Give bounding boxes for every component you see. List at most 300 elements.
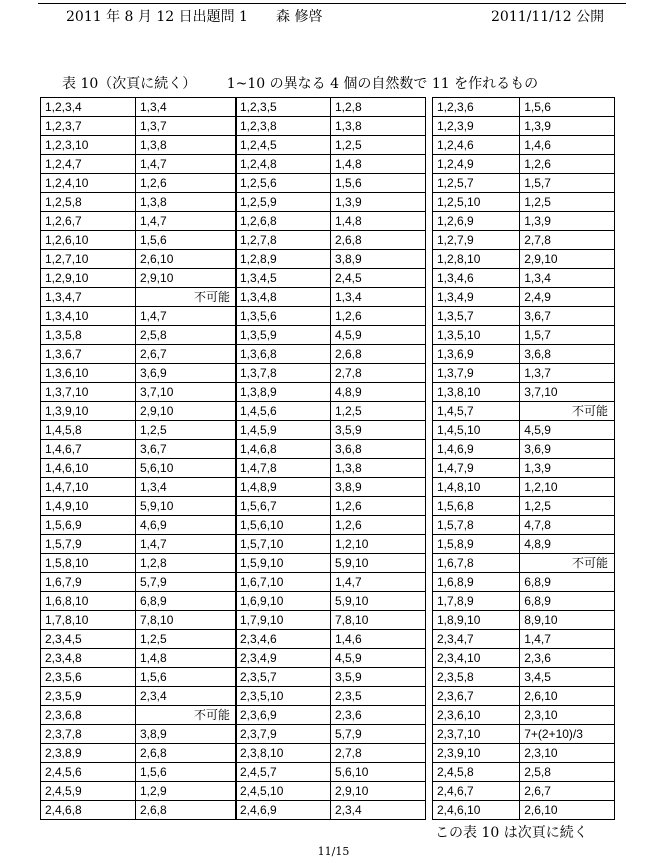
- table-row: [236, 573, 426, 592]
- subset-cell: 2,3,6: [331, 706, 426, 725]
- set-cell: 1,3,8,10: [433, 383, 520, 402]
- subset-cell: 2,3,5: [331, 687, 426, 706]
- table-title: [62, 74, 538, 94]
- subset-cell: 2,6,8: [331, 345, 426, 364]
- set-cell: 1,3,7,8: [236, 364, 331, 383]
- table-row: [41, 554, 237, 573]
- table-row: [236, 592, 426, 611]
- subset-cell: 8,9,10: [520, 611, 615, 630]
- set-cell: 1,2,5,9: [236, 193, 331, 212]
- table-row: [236, 763, 426, 782]
- subset-cell: 7,8,10: [331, 611, 426, 630]
- set-cell: 1,3,6,9: [433, 345, 520, 364]
- set-cell: 1,2,3,6: [433, 98, 520, 117]
- table-row: [433, 554, 615, 573]
- set-cell: 1,3,5,8: [41, 326, 136, 345]
- subset-cell: 3,6,8: [331, 440, 426, 459]
- subset-cell: 1,5,7: [520, 326, 615, 345]
- table-row: [236, 269, 426, 288]
- table-row: [41, 668, 237, 687]
- subset-cell: 1,4,8: [331, 212, 426, 231]
- continued-note: この表 10 は次頁に続く: [435, 825, 588, 841]
- subset-cell: 6,8,9: [520, 592, 615, 611]
- set-cell: 1,4,9,10: [41, 497, 136, 516]
- set-cell: 2,3,9,10: [433, 744, 520, 763]
- set-cell: 1,3,4,9: [433, 288, 520, 307]
- table-row: [236, 231, 426, 250]
- subset-cell: 4,8,9: [331, 383, 426, 402]
- set-cell: 1,6,9,10: [236, 592, 331, 611]
- table-row: [236, 421, 426, 440]
- set-cell: 2,3,8,9: [41, 744, 136, 763]
- table-row: [41, 307, 237, 326]
- subset-cell: 4,5,9: [331, 649, 426, 668]
- subset-cell: 1,2,8: [136, 554, 237, 573]
- set-cell: 1,4,6,9: [433, 440, 520, 459]
- table-row: [433, 174, 615, 193]
- set-cell: 1,4,6,8: [236, 440, 331, 459]
- subset-cell: 1,4,8: [136, 649, 237, 668]
- subset-cell: 2,9,10: [331, 782, 426, 801]
- set-cell: 1,2,8,10: [433, 250, 520, 269]
- set-cell: 1,6,7,9: [41, 573, 136, 592]
- subset-cell: 1,4,6: [520, 136, 615, 155]
- table-row: [433, 440, 615, 459]
- subset-cell: 1,2,6: [520, 155, 615, 174]
- set-cell: 2,3,5,9: [41, 687, 136, 706]
- table-row: [41, 497, 237, 516]
- table-row: [236, 326, 426, 345]
- set-cell: 1,3,8,9: [236, 383, 331, 402]
- set-cell: 1,4,7,8: [236, 459, 331, 478]
- subset-cell: 3,5,9: [331, 668, 426, 687]
- subset-cell: 1,2,5: [520, 497, 615, 516]
- subset-cell: 6,8,9: [520, 573, 615, 592]
- table-row: [41, 326, 237, 345]
- set-cell: 2,3,7,9: [236, 725, 331, 744]
- header-rule: [38, 3, 626, 4]
- subset-cell: 不可能: [520, 402, 615, 421]
- subset-cell: 1,3,4: [136, 478, 237, 497]
- set-cell: 1,4,6,10: [41, 459, 136, 478]
- table-row: [236, 193, 426, 212]
- subset-cell: 1,3,8: [136, 136, 237, 155]
- subset-cell: 3,8,9: [136, 725, 237, 744]
- table-row: [433, 212, 615, 231]
- table-row: [41, 421, 237, 440]
- table-row: [433, 668, 615, 687]
- set-cell: 1,2,6,10: [41, 231, 136, 250]
- set-cell: 2,3,6,10: [433, 706, 520, 725]
- table-row: [41, 763, 237, 782]
- set-cell: 1,5,7,9: [41, 535, 136, 554]
- set-cell: 2,3,6,9: [236, 706, 331, 725]
- table-row: [433, 782, 615, 801]
- set-cell: 2,3,6,7: [433, 687, 520, 706]
- subset-cell: 1,4,7: [136, 535, 237, 554]
- subset-cell: 2,4,5: [331, 269, 426, 288]
- table-row: [433, 573, 615, 592]
- table-row: [433, 364, 615, 383]
- set-cell: 2,4,5,8: [433, 763, 520, 782]
- subset-cell: 1,2,5: [331, 402, 426, 421]
- set-cell: 1,3,4,5: [236, 269, 331, 288]
- table-row: [41, 364, 237, 383]
- table-row: [236, 136, 426, 155]
- subset-cell: 7,8,10: [136, 611, 237, 630]
- set-cell: 1,3,6,10: [41, 364, 136, 383]
- set-cell: 1,2,7,8: [236, 231, 331, 250]
- table-row: [41, 136, 237, 155]
- subset-cell: 2,6,10: [520, 687, 615, 706]
- set-cell: 2,3,6,8: [41, 706, 136, 725]
- table-row: [41, 535, 237, 554]
- table-row: [433, 269, 615, 288]
- set-cell: 1,4,6,7: [41, 440, 136, 459]
- set-cell: 1,2,6,8: [236, 212, 331, 231]
- table-row: [41, 725, 237, 744]
- set-cell: 2,3,4,6: [236, 630, 331, 649]
- table-row: [41, 383, 237, 402]
- set-cell: 1,2,9,10: [41, 269, 136, 288]
- table-row: [41, 630, 237, 649]
- set-cell: 1,6,8,10: [41, 592, 136, 611]
- subset-cell: 1,3,9: [520, 117, 615, 136]
- table-row: [236, 554, 426, 573]
- subset-cell: 2,6,7: [136, 345, 237, 364]
- subset-cell: 2,5,8: [136, 326, 237, 345]
- subset-cell: 1,4,7: [331, 573, 426, 592]
- set-cell: 2,3,7,10: [433, 725, 520, 744]
- page-header: [0, 6, 667, 28]
- subset-cell: 2,6,8: [136, 801, 237, 820]
- table-row: [41, 706, 237, 725]
- subset-cell: 1,2,9: [136, 782, 237, 801]
- table-row: [236, 288, 426, 307]
- header-date: 2011 年 8 月 12 日出題問 1: [66, 9, 248, 25]
- set-cell: 1,3,4,7: [41, 288, 136, 307]
- table-row: [41, 174, 237, 193]
- subset-cell: 2,3,4: [331, 801, 426, 820]
- set-cell: 1,4,8,10: [433, 478, 520, 497]
- table-row: [236, 98, 426, 117]
- table-row: [236, 668, 426, 687]
- table-row: [41, 611, 237, 630]
- set-cell: 1,3,5,6: [236, 307, 331, 326]
- table-row: [236, 459, 426, 478]
- subset-cell: 2,6,8: [331, 231, 426, 250]
- table-row: [433, 592, 615, 611]
- set-cell: 1,2,4,10: [41, 174, 136, 193]
- set-cell: 1,8,9,10: [433, 611, 520, 630]
- set-cell: 1,2,5,8: [41, 193, 136, 212]
- set-cell: 1,7,8,10: [41, 611, 136, 630]
- table-row: [41, 212, 237, 231]
- table-row: [236, 117, 426, 136]
- subset-cell: 1,3,8: [136, 193, 237, 212]
- table-row: [236, 649, 426, 668]
- subset-cell: 1,3,4: [520, 269, 615, 288]
- table-row: [41, 478, 237, 497]
- subset-cell: 1,5,6: [136, 668, 237, 687]
- table-row: [433, 535, 615, 554]
- subset-cell: 不可能: [136, 706, 237, 725]
- subset-cell: 1,3,8: [331, 459, 426, 478]
- subset-cell: 1,4,7: [136, 307, 237, 326]
- subset-cell: 2,9,10: [136, 269, 237, 288]
- table-row: [236, 744, 426, 763]
- table-title-main: 表 10（次頁に続く）: [62, 76, 197, 92]
- table-row: [236, 706, 426, 725]
- set-cell: 1,6,8,9: [433, 573, 520, 592]
- set-cell: 2,3,5,10: [236, 687, 331, 706]
- subset-cell: 2,3,4: [136, 687, 237, 706]
- table-row: [433, 497, 615, 516]
- set-cell: 2,3,4,10: [433, 649, 520, 668]
- set-cell: 1,2,4,6: [433, 136, 520, 155]
- set-cell: 2,3,4,7: [433, 630, 520, 649]
- set-cell: 1,7,8,9: [433, 592, 520, 611]
- table-row: [41, 117, 237, 136]
- table-row: [433, 421, 615, 440]
- table-row: [41, 345, 237, 364]
- table-row: [433, 687, 615, 706]
- set-cell: 1,2,7,9: [433, 231, 520, 250]
- set-cell: 1,2,5,6: [236, 174, 331, 193]
- set-cell: 2,3,4,9: [236, 649, 331, 668]
- set-cell: 1,2,4,7: [41, 155, 136, 174]
- set-cell: 1,5,7,8: [433, 516, 520, 535]
- set-cell: 1,3,7,10: [41, 383, 136, 402]
- table-row: [41, 269, 237, 288]
- subset-cell: 1,3,8: [331, 117, 426, 136]
- subset-cell: 4,7,8: [520, 516, 615, 535]
- subset-cell: 2,6,10: [136, 250, 237, 269]
- set-cell: 1,3,4,6: [433, 269, 520, 288]
- set-cell: 1,2,7,10: [41, 250, 136, 269]
- table-row: [236, 516, 426, 535]
- table-row: [236, 383, 426, 402]
- subset-cell: 4,5,9: [331, 326, 426, 345]
- subset-cell: 1,3,9: [331, 193, 426, 212]
- set-cell: 2,4,5,7: [236, 763, 331, 782]
- set-cell: 2,4,6,10: [433, 801, 520, 820]
- subset-cell: 1,3,9: [520, 459, 615, 478]
- table-row: [433, 649, 615, 668]
- table-row: [41, 573, 237, 592]
- set-cell: 1,5,6,10: [236, 516, 331, 535]
- set-cell: 1,3,4,10: [41, 307, 136, 326]
- table-row: [236, 801, 426, 820]
- set-cell: 1,4,5,8: [41, 421, 136, 440]
- set-cell: 1,3,7,9: [433, 364, 520, 383]
- table-row: [236, 212, 426, 231]
- set-cell: 2,3,4,5: [41, 630, 136, 649]
- set-cell: 1,2,3,10: [41, 136, 136, 155]
- subset-cell: 2,7,8: [331, 364, 426, 383]
- subset-cell: 3,4,5: [520, 668, 615, 687]
- subset-cell: 1,4,8: [331, 155, 426, 174]
- subset-cell: 5,7,9: [331, 725, 426, 744]
- subset-cell: 5,9,10: [331, 592, 426, 611]
- set-cell: 2,3,4,8: [41, 649, 136, 668]
- subset-cell: 1,2,6: [331, 307, 426, 326]
- subset-cell: 1,2,6: [136, 174, 237, 193]
- table-row: [236, 478, 426, 497]
- subset-cell: 2,7,8: [520, 231, 615, 250]
- set-cell: 2,4,5,9: [41, 782, 136, 801]
- subset-cell: 1,4,7: [520, 630, 615, 649]
- table-row: [433, 725, 615, 744]
- subset-cell: 2,3,6: [520, 649, 615, 668]
- set-cell: 1,7,9,10: [236, 611, 331, 630]
- subset-cell: 3,8,9: [331, 478, 426, 497]
- table-row: [236, 307, 426, 326]
- subset-cell: 1,3,9: [520, 212, 615, 231]
- subset-cell: 1,4,6: [331, 630, 426, 649]
- subset-cell: 1,3,4: [136, 98, 237, 117]
- table-title-sub: 1~10 の異なる 4 個の自然数で 11 を作れるもの: [226, 76, 539, 92]
- subset-cell: 5,6,10: [331, 763, 426, 782]
- set-cell: 1,3,5,9: [236, 326, 331, 345]
- set-cell: 1,2,5,7: [433, 174, 520, 193]
- table-row: [433, 98, 615, 117]
- table-row: [433, 250, 615, 269]
- table-row: [236, 725, 426, 744]
- subset-cell: 不可能: [520, 554, 615, 573]
- table-row: [433, 231, 615, 250]
- subset-cell: 7+(2+10)/3: [520, 725, 615, 744]
- table-row: [236, 174, 426, 193]
- set-cell: 1,2,8,9: [236, 250, 331, 269]
- table-row: [41, 782, 237, 801]
- table-block-left: [40, 97, 237, 820]
- subset-cell: 5,9,10: [331, 554, 426, 573]
- set-cell: 1,2,6,9: [433, 212, 520, 231]
- set-cell: 1,6,7,8: [433, 554, 520, 573]
- table-row: [41, 516, 237, 535]
- subset-cell: 1,2,5: [331, 136, 426, 155]
- subset-cell: 1,5,6: [520, 98, 615, 117]
- table-row: [236, 250, 426, 269]
- subset-cell: 2,5,8: [520, 763, 615, 782]
- set-cell: 1,5,6,8: [433, 497, 520, 516]
- set-cell: 1,2,3,9: [433, 117, 520, 136]
- set-cell: 1,2,5,10: [433, 193, 520, 212]
- table-row: [433, 288, 615, 307]
- set-cell: 1,2,6,7: [41, 212, 136, 231]
- set-cell: 2,4,6,8: [41, 801, 136, 820]
- subset-cell: 1,2,8: [331, 98, 426, 117]
- table-row: [433, 763, 615, 782]
- table-row: [41, 231, 237, 250]
- table-row: [41, 440, 237, 459]
- set-cell: 1,3,6,8: [236, 345, 331, 364]
- table-block-middle: [235, 97, 426, 820]
- set-cell: 1,5,9,10: [236, 554, 331, 573]
- subset-cell: 3,5,9: [331, 421, 426, 440]
- table-row: [41, 155, 237, 174]
- subset-cell: 1,2,5: [136, 421, 237, 440]
- table-row: [433, 459, 615, 478]
- subset-cell: 2,4,9: [520, 288, 615, 307]
- subset-cell: 1,5,6: [136, 231, 237, 250]
- table-row: [433, 706, 615, 725]
- set-cell: 1,4,5,10: [433, 421, 520, 440]
- table-row: [236, 611, 426, 630]
- set-cell: 1,5,7,10: [236, 535, 331, 554]
- set-cell: 2,3,7,8: [41, 725, 136, 744]
- subset-cell: 1,2,6: [331, 516, 426, 535]
- table-row: [41, 649, 237, 668]
- subset-cell: 4,8,9: [520, 535, 615, 554]
- table-row: [41, 592, 237, 611]
- table-row: [433, 117, 615, 136]
- table-row: [41, 98, 237, 117]
- table-row: [433, 136, 615, 155]
- subset-cell: 3,6,7: [136, 440, 237, 459]
- set-cell: 1,2,4,5: [236, 136, 331, 155]
- subset-cell: 不可能: [136, 288, 237, 307]
- subset-cell: 3,6,7: [520, 307, 615, 326]
- subset-cell: 2,6,7: [520, 782, 615, 801]
- table-row: [433, 307, 615, 326]
- set-cell: 1,5,6,7: [236, 497, 331, 516]
- set-cell: 1,3,6,7: [41, 345, 136, 364]
- set-cell: 1,5,6,9: [41, 516, 136, 535]
- set-cell: 1,2,3,7: [41, 117, 136, 136]
- subset-cell: 1,4,7: [136, 155, 237, 174]
- subset-cell: 3,6,9: [136, 364, 237, 383]
- subset-cell: 2,6,10: [520, 801, 615, 820]
- table-row: [236, 402, 426, 421]
- table-row: [433, 155, 615, 174]
- set-cell: 1,2,4,8: [236, 155, 331, 174]
- set-cell: 1,4,5,7: [433, 402, 520, 421]
- subset-cell: 1,3,7: [136, 117, 237, 136]
- set-cell: 2,3,8,10: [236, 744, 331, 763]
- subset-cell: 1,5,6: [136, 763, 237, 782]
- subset-cell: 4,5,9: [520, 421, 615, 440]
- table-row: [433, 630, 615, 649]
- subset-cell: 2,3,10: [520, 706, 615, 725]
- table-row: [433, 326, 615, 345]
- set-cell: 1,3,4,8: [236, 288, 331, 307]
- table-row: [236, 364, 426, 383]
- subset-cell: 3,7,10: [520, 383, 615, 402]
- table-row: [433, 402, 615, 421]
- table-row: [41, 288, 237, 307]
- header-author: 森 修啓: [276, 9, 323, 25]
- table-row: [41, 250, 237, 269]
- set-cell: 1,4,7,10: [41, 478, 136, 497]
- table-row: [433, 516, 615, 535]
- table-row: [41, 687, 237, 706]
- subset-cell: 1,5,6: [331, 174, 426, 193]
- set-cell: 2,4,6,7: [433, 782, 520, 801]
- header-published: 2011/11/12 公開: [491, 9, 605, 25]
- subset-cell: 1,4,7: [136, 212, 237, 231]
- subset-cell: 2,9,10: [520, 250, 615, 269]
- table-block-right: [432, 97, 615, 820]
- table-row: [41, 193, 237, 212]
- set-cell: 1,4,7,9: [433, 459, 520, 478]
- set-cell: 1,3,9,10: [41, 402, 136, 421]
- subset-cell: 3,6,9: [520, 440, 615, 459]
- table-row: [433, 478, 615, 497]
- subset-cell: 1,2,10: [520, 478, 615, 497]
- table-row: [41, 744, 237, 763]
